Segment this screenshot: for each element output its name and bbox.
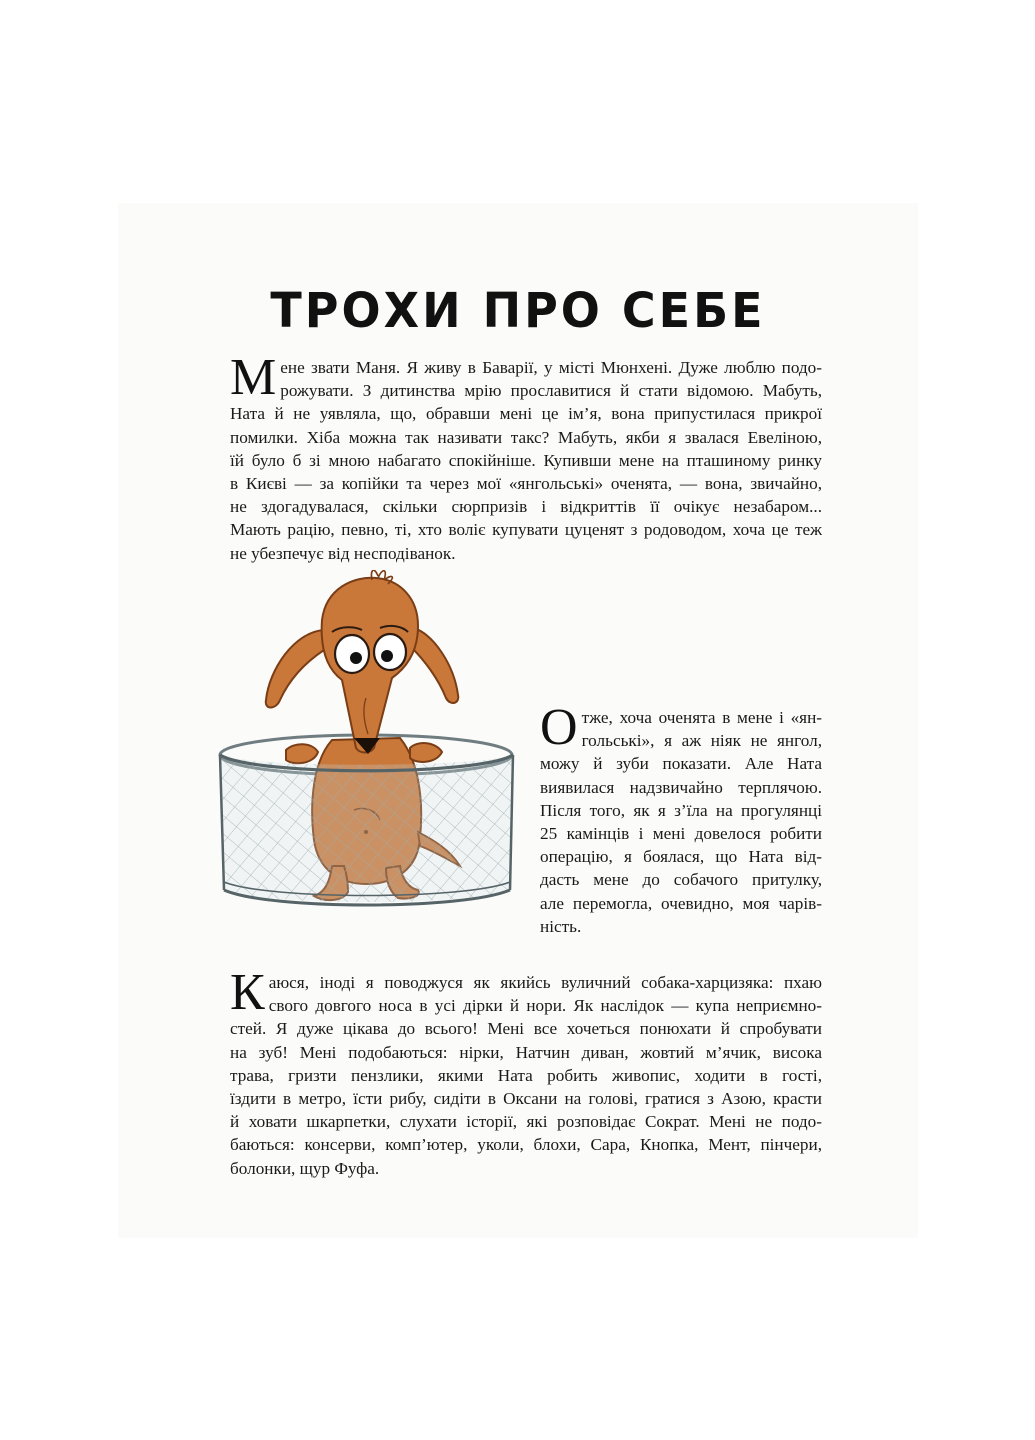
dachshund-illustration-svg <box>214 570 519 915</box>
text-line: Ната й не уявляла, що, обравши мені це ім’я, вона припустилася прикрої <box>230 404 822 424</box>
text-line: гольські», я аж ніяк не янгол, <box>581 731 822 751</box>
drop-cap: М <box>230 349 277 406</box>
right-paw <box>410 743 442 762</box>
text-line: не убезпечує від несподіванок. <box>230 543 456 563</box>
text-line: Мають рацію, певно, ті, хто воліє купувати цуценят з родоводом, хоча це теж <box>230 520 822 540</box>
text-line: їй було б зі мною набагато спокійніше. Купивши мене на пташиному ринку <box>230 450 822 470</box>
text-line: тже, хоча оченята в мене і «ян- <box>581 708 822 727</box>
text-line: свого довгого носа в усі дірки й нори. Як наслідок — купа неприємно- <box>268 996 822 1016</box>
text-line: в Києві — за копійки та через мої «янгольські» оченята, — вона, звичайно, <box>230 474 822 494</box>
text-line: болонки, щур Фуфа. <box>230 1158 380 1178</box>
paragraph-likes-dislikes <box>230 964 822 1180</box>
text-line: й ховати шкарпетки, слухати історії, які розповідає Сократ. Мені не подо- <box>230 1112 822 1132</box>
text-line: на зуб! Мені подобаються: нірки, Натчин диван, жовтий м’ячик, висока <box>230 1042 822 1062</box>
text-line: Після того, як я з’їла на прогулянці <box>540 800 822 820</box>
dog-head <box>322 578 418 753</box>
text-line: виявилася надзвичайно терплячою. <box>540 777 822 797</box>
page-title: ТРОХИ ПРО СЕБЕ <box>270 281 766 339</box>
text-line: їздити в метро, їсти рибу, сидіти в Оксани на голові, гратися з Азою, красти <box>230 1089 822 1109</box>
left-paw <box>286 744 318 763</box>
text-line: але перемогла, очевидно, моя чарів- <box>540 893 822 913</box>
text-line: дасть мене до собачого притулку, <box>540 870 822 890</box>
text-line: операцію, я боялася, що Ната від- <box>540 847 822 867</box>
text-line: 25 камінців і мені довелося робити <box>540 824 822 844</box>
text-line: ене звати Маня. Я живу в Баварії, у місті Мюнхені. Дуже люблю подо- <box>280 358 822 377</box>
text-line: помилки. Хіба можна так називати такс? Мабуть, якби я звалася Евеліною, <box>230 427 822 447</box>
paragraph-intro <box>230 349 822 565</box>
drop-cap: О <box>540 699 578 756</box>
dachshund-in-cage-illustration <box>214 570 519 915</box>
text-line: баються: консерви, комп’ютер, уколи, блохи, Сара, Кнопка, Мент, пінчери, <box>230 1135 822 1155</box>
text-line: рожувати. З дитинства мрію прославитися й стати відомою. Мабуть, <box>280 381 822 401</box>
text-line: ність. <box>540 916 582 936</box>
text-line: стей. Я дуже цікава до всього! Мені все хочеться понюхати й спробувати <box>230 1019 822 1039</box>
text-line: трава, гризти пензлики, якими Ната робить живопис, ходити в гості, <box>230 1065 822 1085</box>
text-line: не здогадувалася, скільки сюрпризів і відкриттів її очікує незабаром... <box>230 497 822 517</box>
left-ear <box>266 630 324 708</box>
book-page <box>118 203 918 1238</box>
text-line: аюся, іноді я поводжуся як якийсь вуличний собака-харцизяка: пхаю <box>268 973 822 992</box>
drop-cap: К <box>230 964 265 1021</box>
text-line: можу й зуби показати. Але Ната <box>540 754 822 774</box>
paragraph-angel-eyes <box>540 699 822 938</box>
right-ear <box>412 628 458 703</box>
